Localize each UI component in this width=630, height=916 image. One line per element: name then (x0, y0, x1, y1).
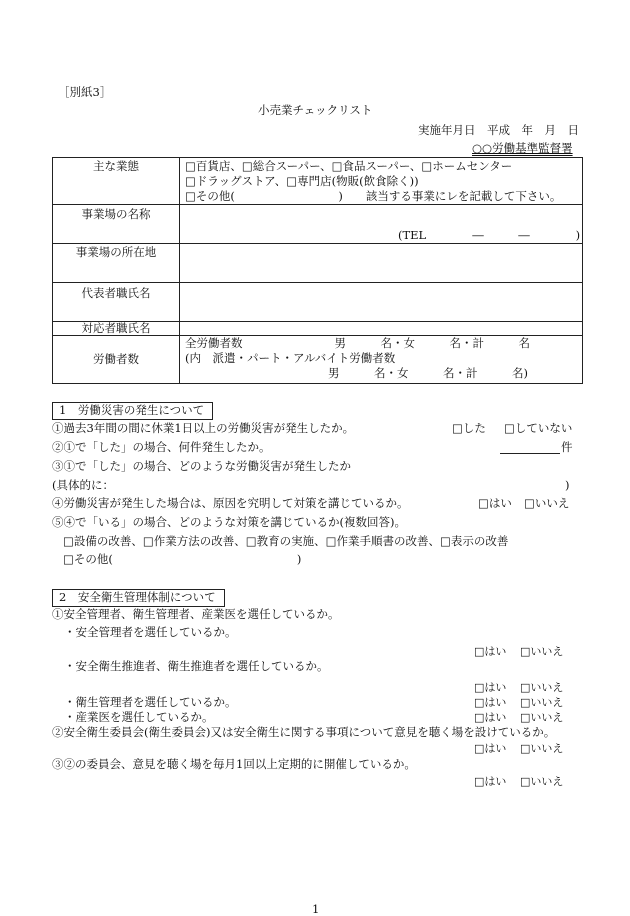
business-type-options-2: □ドラッグストア、□専門店(物販(飲食除く)) (185, 174, 419, 188)
s1-q1-option-yes[interactable]: □した (452, 421, 486, 435)
s1-question-2: ②①で「した」の場合、何件発生したか。 (52, 440, 271, 454)
s1-question-1: ①過去3年間の間に休業1日以上の労働災害が発生したか。 (52, 421, 355, 435)
workers-dispatch-counts: 男 名・女 名・計 名) (328, 366, 528, 380)
workers-dispatch-line: (内 派遣・パート・アルバイト労働者数 (185, 351, 396, 365)
s1-q5-other[interactable]: □その他( ) (63, 552, 302, 566)
s2-q3-yes[interactable]: □はい (474, 775, 507, 788)
table-row (53, 244, 583, 283)
s1-q3-detail-open[interactable]: (具体的に： (52, 478, 114, 492)
s2-q3-no[interactable]: □いいえ (520, 775, 564, 788)
business-type-options-1: □百貨店、□総合スーパー、□食品スーパー、□ホームセンター (185, 159, 513, 173)
table-label-cell (53, 322, 180, 336)
s2-q2-yes[interactable]: □はい (474, 742, 507, 755)
s2-q1c: ・衛生管理者を選任しているか。 (64, 695, 237, 709)
s2-q1d: ・産業医を選任しているか。 (64, 710, 214, 724)
s2-q1d-no[interactable]: □いいえ (520, 711, 564, 724)
s2-question-1: ①安全管理者、衛生管理者、産業医を選任しているか。 (52, 607, 340, 621)
s2-question-2: ②安全衛生委員会(衛生委員会)又は安全衛生に関する事項について意見を聴く場を設けているか。 (52, 725, 556, 739)
table-label-cell (53, 158, 180, 205)
s2-q1c-no[interactable]: □いいえ (520, 696, 564, 709)
business-type-options-3: □その他( ) 該当する事業にレを記載して下さい。 (185, 189, 562, 203)
respondent-label: 対応者職氏名 (81, 321, 151, 335)
table-row (53, 336, 583, 384)
business-type-label: 主な業態 (93, 159, 139, 173)
table-label-cell (53, 336, 180, 384)
s1-question-4: ④労働災害が発生した場合は、原因を究明して対策を講じているか。 (52, 496, 409, 510)
s2-q1b: ・安全衛生推進者、衛生推進者を選任しているか。 (64, 659, 329, 673)
s1-question-3: ③①で「した」の場合、どのような労働災害が発生したか (52, 459, 351, 473)
table-label-cell (53, 244, 180, 283)
section2-heading: 2 安全衛生管理体制について (52, 589, 225, 607)
table-row (53, 322, 583, 336)
s1-q4-option-no[interactable]: □いいえ (524, 496, 570, 510)
workers-total-line: 全労働者数 男 名・女 名・計 名 (185, 336, 530, 350)
representative-label: 代表者職氏名 (81, 286, 151, 300)
business-type-cell (180, 158, 583, 205)
s2-q1c-yes[interactable]: □はい (474, 696, 507, 709)
s1-q1-option-no[interactable]: □していない (504, 421, 573, 435)
table-row (53, 283, 583, 322)
table-label-cell (53, 205, 180, 244)
page-title: 小売業チェックリスト (258, 103, 373, 117)
respondent-cell[interactable] (180, 322, 583, 336)
s2-q1b-no[interactable]: □いいえ (520, 681, 564, 694)
s2-q1a: ・安全管理者を選任しているか。 (64, 625, 237, 639)
s1-question-5: ⑤④で「いる」の場合、どのような対策を講じているか(複数回答)。 (52, 515, 406, 529)
s1-q5-options[interactable]: □設備の改善、□作業方法の改善、□教育の実施、□作業手順書の改善、□表示の改善 (63, 534, 509, 548)
table-row (53, 205, 583, 244)
s2-q1d-yes[interactable]: □はい (474, 711, 507, 724)
workplace-name-cell[interactable] (180, 205, 583, 244)
date-line: 実施年月日 平成 年 月 日 (418, 123, 579, 137)
table-label-cell (53, 283, 180, 322)
workplace-name-label: 事業場の名称 (81, 207, 151, 221)
s1-q4-option-yes[interactable]: □はい (478, 496, 512, 510)
attachment-label: ［別紙3］ (58, 85, 112, 99)
s2-question-3: ③②の委員会、意見を聴く場を毎月1回以上定期的に開催しているか。 (52, 757, 416, 771)
s2-q2-no[interactable]: □いいえ (520, 742, 564, 755)
workers-label: 労働者数 (93, 351, 139, 366)
workplace-address-label: 事業場の所在地 (75, 245, 157, 259)
office-name: ○○労働基準監督署 (472, 141, 573, 155)
section1-heading: 1 労働災害の発生について (52, 402, 213, 420)
s1-q2-count-field[interactable] (500, 453, 560, 454)
workplace-address-cell[interactable] (180, 244, 583, 283)
tel-field: (TEL ― ― ) (398, 228, 581, 242)
workers-cell (180, 336, 583, 384)
s2-q1b-yes[interactable]: □はい (474, 681, 507, 694)
s2-q1a-no[interactable]: □いいえ (520, 645, 564, 658)
s1-q3-detail-close: ) (565, 478, 570, 492)
s1-q2-unit: 件 (561, 440, 573, 454)
representative-cell[interactable] (180, 283, 583, 322)
s2-q1a-yes[interactable]: □はい (474, 645, 507, 658)
table-row (53, 158, 583, 205)
info-table (52, 157, 583, 384)
page-number: 1 (312, 902, 320, 916)
